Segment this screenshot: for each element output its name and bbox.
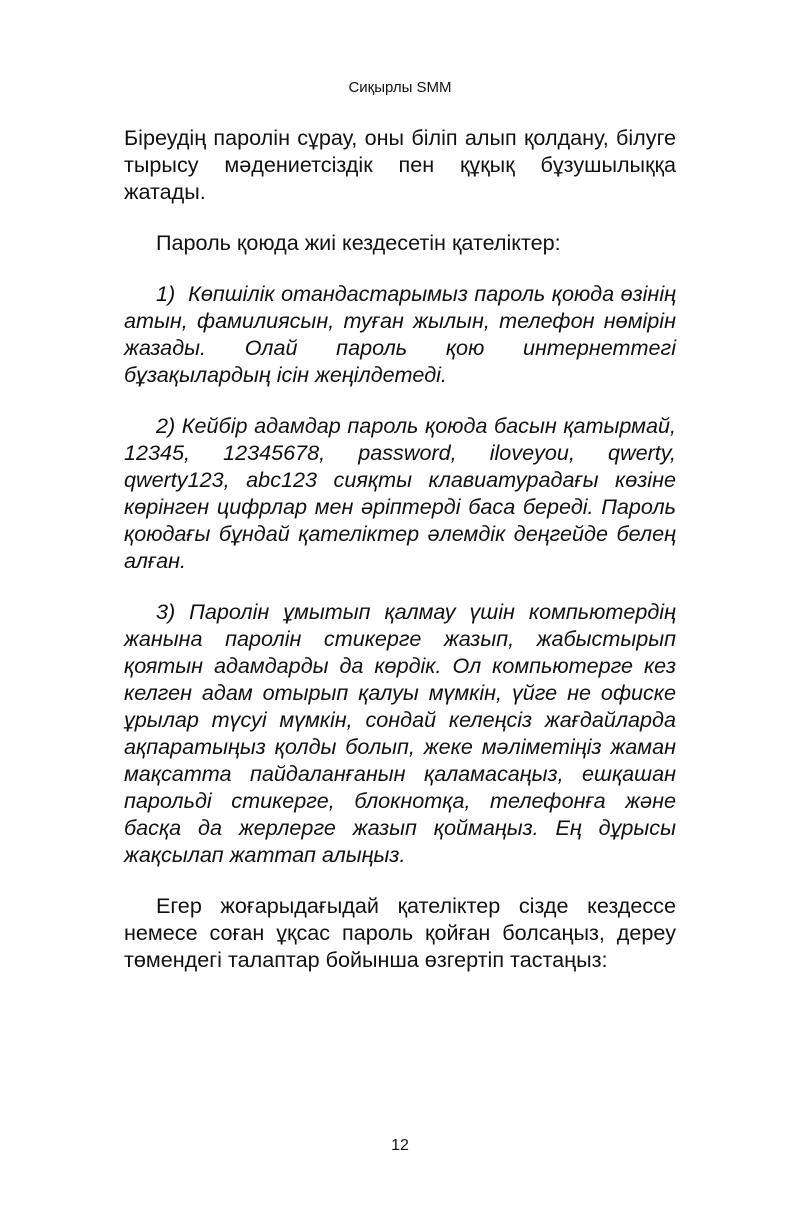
- mistake-item-2: 2) Кейбір адамдар пароль қоюда басын қатырмай, 12345, 12345678, password, iloveyou, qwerty, qwerty123, abc123 сияқты клавиатурадағы көзіне көрінген цифрлар мен әріптерді баса береді. Пароль қоюдағы бұндай қателіктер әлемдік деңгейде белең алған.: [124, 413, 676, 573]
- running-header: Сиқырлы SMM: [348, 79, 452, 96]
- page-body: [124, 124, 676, 997]
- closing-paragraph: Егер жоғарыдағыдай қателіктер сізде кездессе немесе соған ұқсас пароль қойған болсаңыз, дереу төмендегі талаптар бойынша өзгертіп тастаңыз:: [124, 893, 676, 972]
- mistake-item-3: 3) Паролін ұмытып қалмау үшін компьютердің жанына паролін стикерге жазып, жабыстырып қоятын адамдарды да көрдік. Ол компьютерге кез келген адам отырып қалуы мүмкін, үйге не офиске ұрылар түсуі мүмкін, сондай келеңсіз жағдайларда ақпаратыңыз қолды болып, жеке мәліметіңіз жаман мақсатта пайдаланғанын қаламасаңыз, ешқашан парольді стикерге, блокнотқа, телефонға және басқа да жерлерге жазып қоймаңыз. Ең дұрысы жақсылап жаттап алыңыз.: [124, 599, 676, 867]
- intro-paragraph: Біреудің паролін сұрау, оны біліп алып қолдану, білуге тырысу мәдениетсіздік пен құқық бұзушылыққа жатады.: [124, 125, 676, 204]
- page-number: 12: [391, 1137, 409, 1154]
- mistake-item-1: 1) Көпшілік отандастарымыз пароль қоюда өзінің атын, фамилиясын, туған жылын, телефон нөмірін жазады. Олай пароль қою интернеттегі бұзақылардың ісін жеңілдетеді.: [124, 281, 676, 387]
- mistakes-heading-paragraph: Пароль қоюда жиі кездесетін қателіктер:: [156, 230, 561, 255]
